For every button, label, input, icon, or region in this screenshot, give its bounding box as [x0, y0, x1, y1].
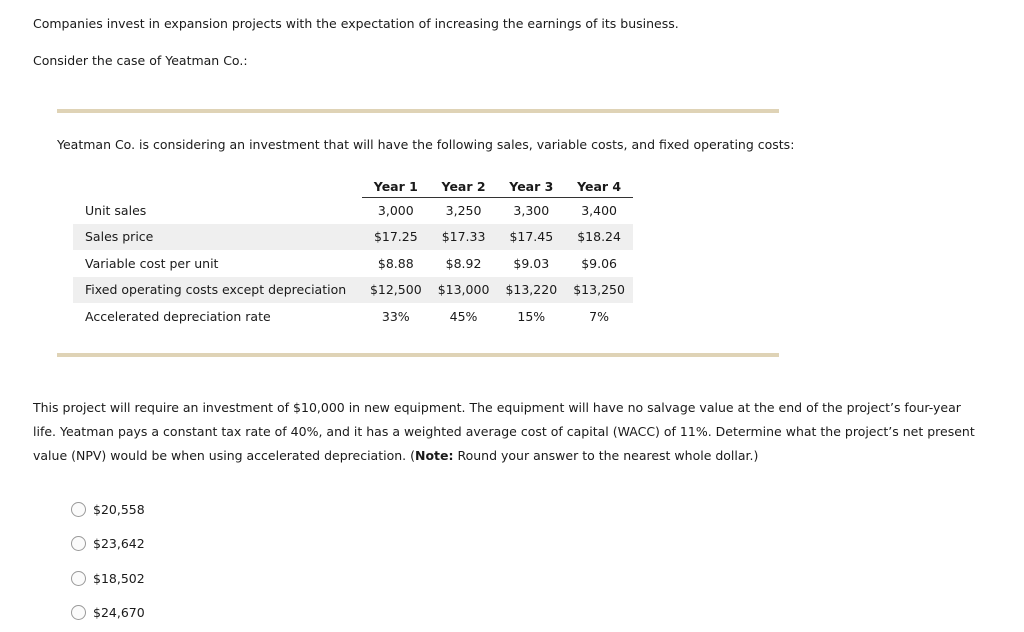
row-label: Accelerated depreciation rate [85, 308, 271, 324]
header-year-4: Year 4 [565, 176, 633, 197]
header-blank [73, 176, 362, 197]
cell: $9.06 [581, 255, 617, 271]
cell: $12,500 [362, 277, 430, 304]
radio-button[interactable] [71, 571, 86, 586]
cell: 7% [589, 308, 610, 324]
table-header-row [73, 176, 633, 197]
cell: 15% [517, 308, 546, 324]
header-year-2: Year 2 [430, 176, 498, 197]
note-text: Round your answer to the nearest whole dollar.) [453, 448, 759, 463]
radio-button[interactable] [71, 536, 86, 551]
cell: $17.33 [430, 224, 498, 251]
cell: 3,000 [377, 203, 414, 218]
question-body: This project will require an investment of $10,000 in new equipment. The equipment will have no salvage value at the end of the project’s four-year life. Yeatman pays a constant tax rate of 40%, and it has a weighted average cost of capital (WACC) of 11%. Determine what the project’s net present value (NPV) would be when using accelerated depreciation. ( [33, 400, 975, 463]
answer-options [71, 500, 145, 632]
cell: 3,250 [445, 203, 482, 218]
cell: 3,400 [581, 203, 617, 218]
header-year-3: Year 3 [497, 176, 565, 197]
radio-button[interactable] [71, 605, 86, 620]
cell: $17.45 [497, 224, 565, 251]
cell: $8.92 [445, 255, 482, 271]
option-label: $18,502 [93, 570, 145, 586]
top-divider [57, 109, 779, 113]
radio-button[interactable] [71, 502, 86, 517]
row-label: Variable cost per unit [85, 255, 219, 271]
option-label: $23,642 [93, 536, 145, 551]
answer-option-4[interactable] [71, 604, 145, 622]
cell: $9.03 [513, 255, 550, 271]
cell: $13,250 [565, 277, 633, 304]
table-row-depreciation-rate [73, 303, 633, 330]
cell: $13,220 [497, 277, 565, 304]
bottom-divider [57, 353, 779, 357]
answer-option-1[interactable] [71, 500, 145, 518]
cell: $13,000 [430, 277, 498, 304]
cost-table [73, 176, 633, 330]
cell: $18.24 [565, 224, 633, 251]
consider-text: Consider the case of Yeatman Co.: [33, 53, 248, 68]
answer-option-3[interactable] [71, 569, 145, 587]
table-row-variable-cost [73, 250, 633, 277]
note-label: Note: [414, 448, 454, 463]
table-intro-text: Yeatman Co. is considering an investment that will have the following sales, variable costs, and fixed operating costs: [57, 137, 795, 152]
cell: $8.88 [377, 255, 414, 271]
table-row-unit-sales [73, 197, 633, 224]
cell: 45% [449, 308, 478, 324]
intro-text: Companies invest in expansion projects with the expectation of increasing the earnings of its business. [33, 16, 679, 31]
row-label: Fixed operating costs except depreciation [73, 277, 362, 304]
table-row-sales-price [73, 224, 633, 251]
cell: 33% [381, 308, 410, 324]
cell: $17.25 [362, 224, 430, 251]
row-label: Unit sales [85, 202, 147, 218]
option-label: $20,558 [93, 501, 145, 517]
question-text [33, 396, 983, 468]
option-label: $24,670 [93, 605, 145, 620]
row-label: Sales price [73, 224, 362, 251]
table-row-fixed-costs [73, 277, 633, 304]
cell: 3,300 [513, 203, 550, 218]
header-year-1: Year 1 [362, 176, 430, 197]
answer-option-2[interactable] [71, 535, 145, 553]
